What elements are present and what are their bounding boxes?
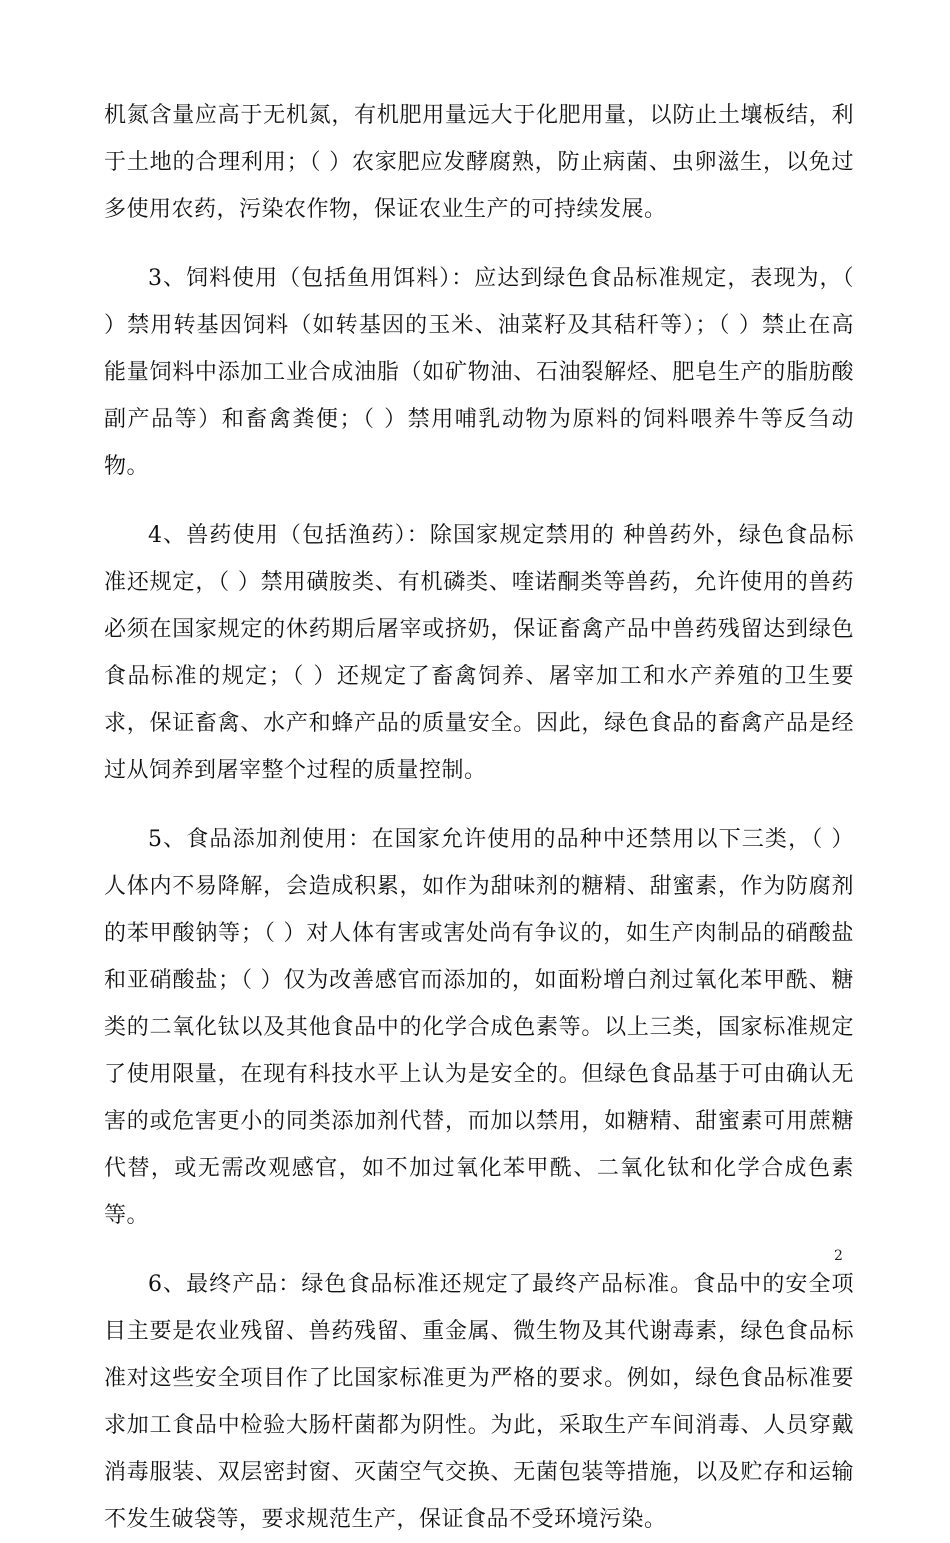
paragraph-veterinary-drug-usage: 4、兽药使用（包括渔药）：除国家规定禁用的 种兽药外，绿色食品标准还规定，（ ）禁用磺胺类、有机磷类、喹诺酮类等兽药，允许使用的兽药必须在国家规定的休药期后屠宰或挤奶，保证畜禽产品中兽药残留达到绿色食品标准的规定；（ ）还规定了畜禽饲养、屠宰加工和水产养殖的卫生要求，保证畜禽、水产和蜂产品的质量安全。因此，绿色食品的畜禽产品是经过从饲养到屠宰整个过程的质量控制。	[104, 523, 854, 783]
page-number: 2	[834, 1248, 843, 1264]
document-body	[104, 92, 854, 1543]
paragraph-final-product: 6、最终产品：绿色食品标准还规定了最终产品标准。食品中的安全项目主要是农业残留、兽药残留、重金属、微生物及其代谢毒素，绿色食品标准对这些安全项目作了比国家标准更为严格的要求。例如，绿色食品标准要求加工食品中检验大肠杆菌都为阴性。为此，采取生产车间消毒、人员穿戴消毒服装、双层密封窗、灭菌空气交换、无菌包装等措施，以及贮存和运输不发生破袋等，要求规范生产，保证食品不受环境污染。	[104, 1272, 854, 1532]
paragraph-fertilizer-continuation: 机氮含量应高于无机氮，有机肥用量远大于化肥用量，以防止土壤板结，利于土地的合理利用；（ ）农家肥应发酵腐熟，防止病菌、虫卵滋生，以免过多使用农药，污染农作物，保证农业生产的可持续发展。	[104, 103, 854, 222]
paragraph-food-additive-usage: 5、食品添加剂使用：在国家允许使用的品种中还禁用以下三类，（ ）人体内不易降解，会造成积累，如作为甜味剂的糖精、甜蜜素，作为防腐剂的苯甲酸钠等；（ ）对人体有害或害处尚有争议的，如生产肉制品的硝酸盐和亚硝酸盐；（ ）仅为改善感官而添加的，如面粉增白剂过氧化苯甲酰、糖类的二氧化钛以及其他食品中的化学合成色素等。以上三类，国家标准规定了使用限量，在现有科技水平上认为是安全的。但绿色食品基于可由确认无害的或危害更小的同类添加剂代替，而加以禁用，如糖精、甜蜜素可用蔗糖代替，或无需改观感官，如不加过氧化苯甲酰、二氧化钛和化学合成色素等。	[104, 827, 854, 1228]
paragraph-feed-usage: 3、饲料使用（包括鱼用饵料）：应达到绿色食品标准规定，表现为，（ ）禁用转基因饲料（如转基因的玉米、油菜籽及其秸秆等）；（ ）禁止在高能量饲料中添加工业合成油脂（如矿物油、石油裂解烃、肥皂生产的脂肪酸副产品等）和畜禽粪便；（ ）禁用哺乳动物为原料的饲料喂养牛等反刍动物。	[104, 266, 854, 479]
